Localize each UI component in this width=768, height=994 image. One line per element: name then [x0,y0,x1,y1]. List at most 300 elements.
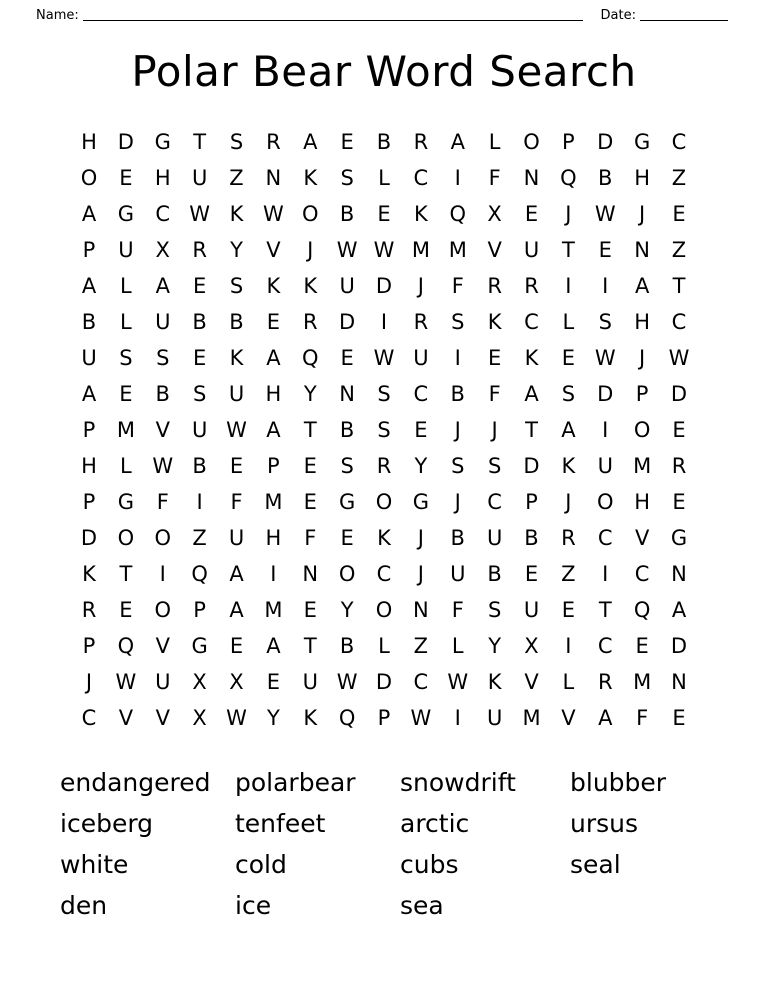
grid-cell: E [303,490,317,514]
grid-cell: K [82,562,96,586]
grid-cell: T [561,238,575,262]
date-write-line[interactable] [640,20,728,21]
grid-cell: U [155,310,171,334]
grid-cell: B [450,526,465,550]
grid-cell: U [155,670,171,694]
grid-cell: T [598,598,612,622]
grid-cell: S [451,454,465,478]
grid-cell: L [488,130,501,154]
grid-cell: S [156,346,170,370]
grid-cell: S [229,130,244,154]
grid-cell: W [373,238,395,262]
grid-cell: K [266,274,281,298]
word-list-item [570,885,720,926]
grid-cell: H [634,490,651,514]
grid-cell: F [156,490,169,514]
grid-cell: V [118,706,134,730]
word-list-item: seal [570,850,621,879]
grid-cell: S [487,454,502,478]
grid-cell: A [266,634,281,658]
grid-cell: P [82,490,96,514]
grid-cell: V [266,238,281,262]
grid-cell: H [81,130,97,154]
grid-cell: Q [633,598,651,622]
grid-cell: F [304,526,317,550]
grid-row [74,448,694,484]
grid-cell: I [454,166,461,190]
grid-cell: O [117,526,135,550]
grid-cell: E [672,706,686,730]
grid-cell: W [594,346,616,370]
grid-cell: P [267,454,280,478]
grid-cell: C [81,706,97,730]
grid-cell: Y [303,382,317,406]
grid-cell: I [454,346,461,370]
grid-cell: B [450,382,465,406]
grid-cell: M [264,490,283,514]
grid-cell: S [192,382,207,406]
grid-cell: U [523,598,540,622]
grid-cell: E [524,562,539,586]
grid-cell: Y [488,634,502,658]
grid-cell: N [671,670,687,694]
grid-cell: V [524,670,539,694]
grid-cell: D [375,670,393,694]
grid-row [74,340,694,376]
page-title: Polar Bear Word Search [131,47,637,96]
date-label: Date: [600,8,636,23]
grid-row [74,124,694,160]
grid-cell: G [412,490,430,514]
grid-cell: R [561,526,576,550]
grid-cell: Y [230,238,243,262]
grid-cell: W [668,346,690,370]
grid-cell: W [152,454,174,478]
grid-cell: B [192,454,207,478]
grid-cell: A [155,274,170,298]
grid-cell: K [303,706,318,730]
grid-cell: V [561,706,576,730]
name-write-line[interactable] [83,20,583,21]
grid-cell: C [671,310,687,334]
grid-cell: R [597,670,613,694]
grid-cell: M [633,670,652,694]
grid-cell: V [155,418,170,442]
grid-cell: R [376,454,392,478]
grid-cell: B [81,310,97,334]
word-list-item: cubs [400,850,459,879]
grid-row [74,412,694,448]
grid-cell: A [81,202,97,226]
grid-cell: U [228,382,245,406]
grid-cell: H [634,310,651,334]
grid-cell: A [229,598,244,622]
grid-cell: E [561,346,576,370]
grid-cell: Y [414,454,428,478]
grid-cell: A [229,562,244,586]
grid-cell: O [338,562,356,586]
grid-cell: U [228,526,245,550]
grid-cell: W [336,670,358,694]
grid-cell: S [451,310,465,334]
grid-cell: F [230,490,243,514]
grid-cell: T [303,634,317,658]
grid-cell: N [523,166,540,190]
grid-cell: L [120,310,132,334]
grid-cell: O [633,418,651,442]
grid-cell: W [447,670,469,694]
grid-cell: A [524,382,539,406]
grid-cell: N [634,238,650,262]
name-label: Name: [36,8,79,23]
grid-cell: M [116,418,135,442]
grid-cell: M [522,706,541,730]
grid-cell: J [454,490,461,514]
grid-cell: U [413,346,429,370]
grid-cell: P [377,706,391,730]
grid-cell: E [487,346,502,370]
grid-cell: E [561,598,576,622]
grid-cell: K [303,166,318,190]
grid-row [74,160,694,196]
word-search-grid [74,124,694,736]
word-list-item: cold [235,850,287,879]
grid-cell: O [523,130,540,154]
grid-row [74,484,694,520]
grid-cell: K [303,274,318,298]
grid-cell: J [417,562,424,586]
grid-cell: T [119,562,133,586]
grid-cell: N [302,562,319,586]
grid-cell: E [340,130,354,154]
grid-cell: A [634,274,650,298]
grid-cell: F [451,274,464,298]
grid-cell: E [340,346,354,370]
grid-cell: O [596,490,614,514]
grid-cell: R [192,238,207,262]
grid-cell: G [117,490,135,514]
grid-cell: O [154,526,172,550]
grid-row [74,268,694,304]
grid-cell: E [340,526,354,550]
grid-cell: U [486,706,503,730]
grid-cell: K [413,202,428,226]
grid-cell: U [339,274,355,298]
grid-cell: Y [340,598,354,622]
word-list-item: endangered [60,768,211,797]
grid-cell: T [525,418,538,442]
grid-cell: E [303,598,317,622]
grid-cell: P [562,130,575,154]
name-date-header [0,0,768,24]
grid-cell: K [487,670,502,694]
grid-cell: J [639,202,646,226]
grid-cell: E [192,274,207,298]
grid-cell: C [597,634,613,658]
grid-cell: M [633,454,652,478]
grid-cell: U [597,454,613,478]
grid-cell: W [226,706,247,730]
grid-cell: C [671,130,687,154]
grid-cell: U [191,166,208,190]
word-list-item: den [60,891,108,920]
grid-cell: H [265,382,282,406]
grid-cell: X [192,670,207,694]
grid-cell: R [524,274,539,298]
grid-cell: E [229,454,244,478]
word-list-item: arctic [400,809,470,838]
grid-cell: E [377,202,391,226]
grid-cell: Z [561,562,576,586]
grid-cell: W [189,202,210,226]
grid-cell: R [487,274,502,298]
grid-cell: Q [449,202,467,226]
grid-cell: D [375,274,393,298]
word-list-item: ice [235,891,272,920]
grid-row [74,376,694,412]
grid-cell: I [602,562,609,586]
grid-cell: X [487,202,502,226]
grid-cell: B [155,382,170,406]
grid-cell: P [82,418,96,442]
grid-cell: E [635,634,649,658]
grid-cell: A [303,130,318,154]
grid-cell: E [119,166,133,190]
grid-cell: J [417,274,424,298]
grid-cell: H [81,454,97,478]
grid-cell: I [270,562,277,586]
grid-cell: W [410,706,432,730]
grid-cell: I [602,418,609,442]
grid-cell: L [562,310,575,334]
grid-cell: W [262,202,284,226]
grid-cell: K [524,346,539,370]
word-list-item: sea [400,891,444,920]
grid-cell: R [81,598,97,622]
grid-cell: L [451,634,464,658]
grid-cell: C [413,382,429,406]
grid-cell: K [487,310,502,334]
grid-cell: F [636,706,649,730]
grid-cell: D [597,130,614,154]
grid-cell: C [413,166,429,190]
grid-cell: U [81,346,97,370]
grid-row [74,196,694,232]
grid-cell: A [671,598,687,622]
grid-cell: U [450,562,466,586]
grid-cell: J [454,418,461,442]
grid-cell: G [191,634,208,658]
grid-cell: L [562,670,575,694]
grid-row [74,628,694,664]
grid-cell: S [377,382,391,406]
grid-cell: P [82,634,96,658]
grid-cell: O [154,598,172,622]
grid-cell: K [229,202,244,226]
grid-cell: E [303,454,317,478]
grid-cell: G [670,526,688,550]
grid-cell: N [339,382,355,406]
grid-cell: B [192,310,207,334]
grid-cell: C [487,490,502,514]
grid-cell: W [336,238,358,262]
grid-cell: E [266,670,281,694]
grid-row [74,592,694,628]
grid-cell: Z [413,634,429,658]
grid-cell: T [193,130,207,154]
grid-cell: L [120,454,132,478]
grid-cell: T [672,274,686,298]
word-list [54,762,714,926]
grid-cell: A [561,418,576,442]
grid-cell: Z [192,526,207,550]
grid-cell: I [565,274,572,298]
grid-cell: S [119,346,133,370]
grid-cell: Q [117,634,135,658]
grid-row [74,520,694,556]
grid-cell: W [373,346,395,370]
grid-cell: D [80,526,98,550]
grid-cell: D [597,382,614,406]
grid-cell: Q [191,562,208,586]
grid-cell: C [634,562,650,586]
word-list-item: iceberg [60,809,154,838]
grid-row [74,664,694,700]
grid-cell: D [117,130,134,154]
grid-cell: L [378,634,390,658]
grid-cell: G [154,130,171,154]
grid-cell: X [192,706,207,730]
grid-cell: Y [266,706,280,730]
grid-cell: J [85,670,93,694]
grid-cell: V [155,634,170,658]
grid-cell: Q [301,346,319,370]
grid-cell: I [454,706,461,730]
grid-cell: D [670,634,688,658]
grid-cell: B [598,166,613,190]
grid-row [74,232,694,268]
grid-cell: I [602,274,609,298]
grid-cell: Z [229,166,244,190]
grid-cell: S [377,418,391,442]
grid-cell: K [377,526,391,550]
grid-cell: E [672,418,686,442]
grid-cell: Z [671,166,687,190]
grid-cell: N [671,562,687,586]
grid-cell: O [80,166,98,190]
grid-cell: R [671,454,687,478]
grid-cell: E [119,598,133,622]
grid-cell: C [376,562,392,586]
word-list-item: ursus [570,809,639,838]
grid-cell: V [155,706,170,730]
grid-cell: E [524,202,539,226]
grid-cell: U [191,418,208,442]
word-list-item: white [60,850,129,879]
grid-cell: E [266,310,281,334]
grid-cell: O [301,202,319,226]
grid-cell: E [672,490,686,514]
grid-cell: C [524,310,539,334]
grid-cell: A [81,382,97,406]
grid-cell: A [81,274,97,298]
grid-cell: E [192,346,207,370]
grid-cell: T [303,418,317,442]
grid-cell: N [413,598,429,622]
grid-cell: C [597,526,613,550]
grid-cell: I [159,562,166,586]
grid-cell: P [82,238,96,262]
grid-cell: U [302,670,318,694]
grid-cell: I [380,310,388,334]
grid-cell: W [594,202,616,226]
grid-cell: A [266,418,281,442]
grid-cell: E [672,202,686,226]
grid-cell: W [115,670,137,694]
grid-cell: I [565,634,572,658]
grid-cell: S [487,598,502,622]
grid-cell: J [491,418,498,442]
grid-cell: A [266,346,281,370]
grid-cell: R [266,130,281,154]
grid-cell: G [338,490,356,514]
grid-cell: U [486,526,503,550]
grid-cell: C [155,202,171,226]
grid-row [74,556,694,592]
grid-cell: H [634,166,651,190]
grid-cell: P [635,382,649,406]
grid-cell: C [413,670,429,694]
grid-cell: B [339,418,355,442]
grid-cell: U [118,238,134,262]
word-list-item: tenfeet [235,809,326,838]
grid-cell: H [265,526,282,550]
grid-cell: F [488,166,501,190]
grid-cell: E [598,238,612,262]
grid-cell: Q [338,706,356,730]
grid-cell: V [487,238,502,262]
grid-cell: S [340,454,354,478]
grid-cell: H [154,166,171,190]
grid-cell: B [487,562,502,586]
grid-cell: O [375,490,393,514]
grid-cell: E [119,382,133,406]
grid-cell: W [226,418,247,442]
grid-cell: J [565,202,572,226]
grid-cell: U [523,238,540,262]
grid-cell: A [598,706,613,730]
grid-cell: E [414,418,428,442]
grid-cell: R [302,310,318,334]
grid-cell: S [340,166,354,190]
grid-cell: K [229,346,244,370]
grid-cell: B [524,526,539,550]
grid-cell: X [155,238,170,262]
grid-cell: Z [671,238,687,262]
grid-cell: D [670,382,688,406]
grid-cell: S [229,274,244,298]
grid-cell: Q [560,166,577,190]
grid-cell: B [339,634,355,658]
grid-row [74,304,694,340]
grid-cell: F [451,598,464,622]
grid-cell: D [523,454,540,478]
word-list-item: blubber [570,768,667,797]
grid-cell: L [120,274,132,298]
grid-row [74,700,694,736]
grid-cell: J [307,238,314,262]
grid-cell: G [633,130,651,154]
